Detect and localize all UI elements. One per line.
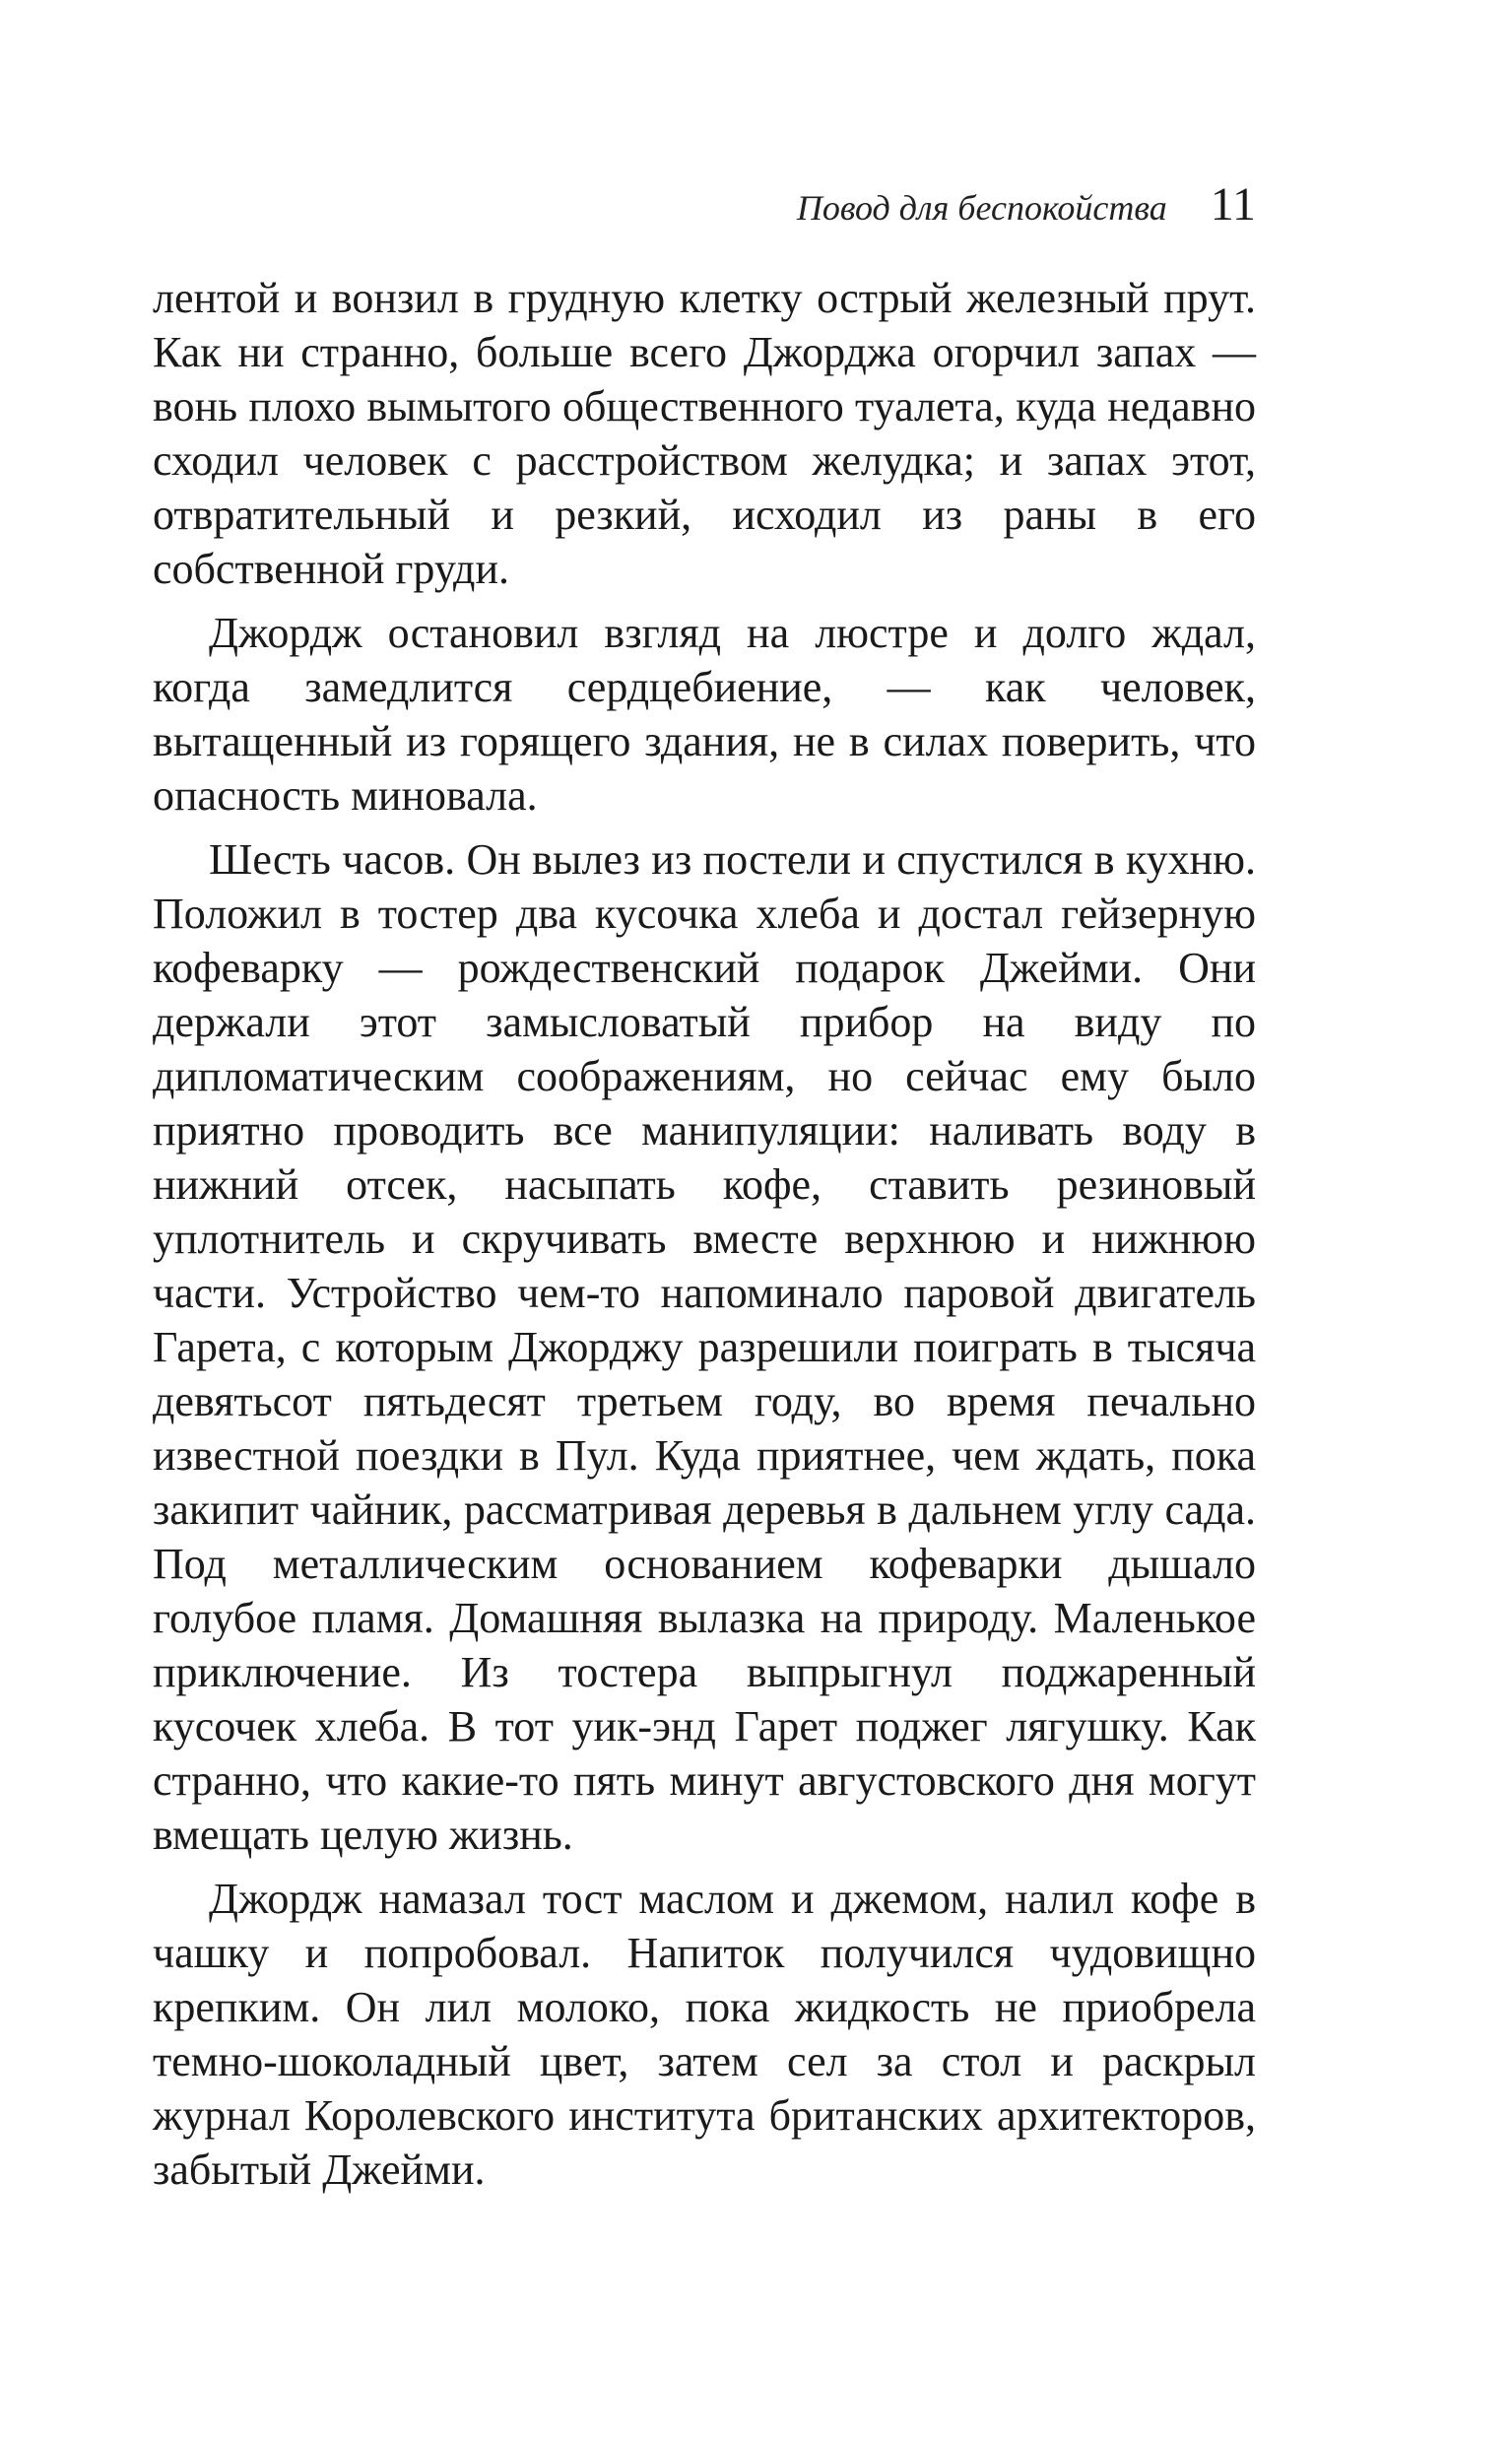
paragraph-2: Джордж остановил взгляд на люстре и долго ждал, когда замедлится сердцебиение, — как человек, вытащенный из горящего здания, не в силах поверить, что опасность миновала. [153,609,1256,820]
page-number: 11 [1210,178,1256,231]
paragraph-3: Шесть часов. Он вылез из постели и спустился в кухню. Положил в тостер два кусочка хлеба и достал гейзерную кофеварку — рождественский подарок Джейми. Они держали этот замысловатый прибор на виду по дипломатическим соображениям, но сейчас ему было приятно проводить все манипуляции: наливать воду в нижний отсек, насыпать кофе, ставить резиновый уплотнитель и скручивать вместе верхнюю и нижнюю части. Устройство чем-то напоминало паровой двигатель Гарета, с которым Джорджу разрешили поиграть в тысяча девятьсот пятьдесят третьем году, во время печально известной поездки в Пул. Куда приятнее, чем ждать, пока закипит чайник, рассматривая деревья в дальнем углу сада. Под металлическим основанием кофеварки дышало голубое пламя. Домашняя вылазка на природу. Маленькое приключение. Из тостера выпрыгнул поджаренный кусочек хлеба. В тот уик-энд Гарет поджег лягушку. Как странно, что какие-то пять минут августовского дня могут вмещать целую жизнь. [153,835,1256,1859]
paragraph-4: Джордж намазал тост маслом и джемом, налил кофе в чашку и попробовал. Напиток получился чудовищно крепким. Он лил молоко, пока жидкость не приобрела темно-шоколадный цвет, затем сел за стол и раскрыл журнал Королевского института британских архитекторов, забытый Джейми. [153,1875,1256,2194]
running-header-title: Повод для беспокойства [796,188,1167,228]
body-text [153,271,1256,2207]
running-header [153,177,1256,246]
paragraph-1: лентой и вонзил в грудную клетку острый железный прут. Как ни странно, больше всего Джорджа огорчил запах — вонь плохо вымытого общественного туалета, куда недавно сходил человек с расстройством желудка; и запах этот, отвратительный и резкий, исходил из раны в его собственной груди. [153,274,1256,593]
